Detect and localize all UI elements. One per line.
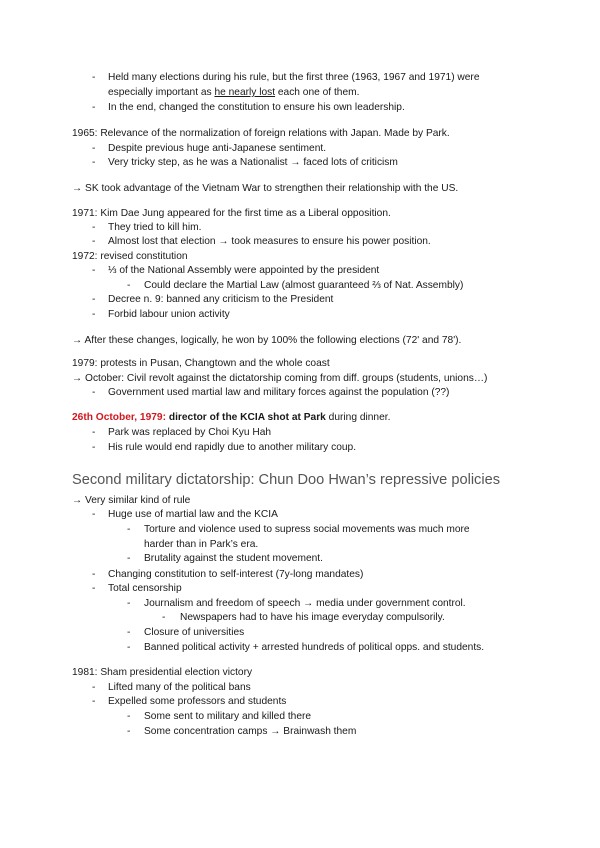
list-item: Expelled some professors and students xyxy=(108,696,287,707)
bullet-marker xyxy=(92,293,95,306)
text-run: especially important as xyxy=(108,87,215,98)
bullet-marker xyxy=(92,156,95,169)
bullet-marker xyxy=(127,641,130,654)
bullet-marker xyxy=(92,71,95,84)
list-item-continuation xyxy=(108,86,359,99)
date-colon: : xyxy=(162,412,167,423)
paragraph: 1971: Kim Dae Jung appeared for the first time as a Liberal opposition. xyxy=(72,208,391,219)
sub-list-item: Closure of universities xyxy=(144,627,245,638)
list-item: Government used martial law and military forces against the population (??) xyxy=(108,387,450,398)
sub-list-item: Some concentration camps → Brainwash them xyxy=(144,726,357,737)
paragraph: 1979: protests in Pusan, Changtown and the whole coast xyxy=(72,358,330,369)
bullet-marker xyxy=(92,386,95,399)
bullet-marker xyxy=(127,626,130,639)
paragraph: 1981: Sham presidential election victory xyxy=(72,667,253,678)
bullet-marker xyxy=(92,235,95,248)
list-item: Almost lost that election → took measures to ensure his power position. xyxy=(108,236,431,247)
paragraph: → Very similar kind of rule xyxy=(72,495,191,506)
bullet-marker xyxy=(127,710,130,723)
bullet-marker xyxy=(127,725,130,738)
list-item: His rule would end rapidly due to another military coup. xyxy=(108,442,357,453)
sub-list-item: Journalism and freedom of speech → media under government control. xyxy=(144,598,466,609)
list-item: Changing constitution to self-interest (7y-long mandates) xyxy=(108,569,364,580)
bullet-marker xyxy=(127,597,130,610)
bullet-marker xyxy=(92,441,95,454)
sub-list-item: Brutality against the student movement. xyxy=(144,553,323,564)
highlighted-date: 26th October, 1979 xyxy=(72,412,163,423)
bullet-marker xyxy=(92,426,95,439)
paragraph: 1965: Relevance of the normalization of foreign relations with Japan. Made by Park. xyxy=(72,128,450,139)
underlined-text: he nearly lost xyxy=(214,87,276,98)
list-item: Park was replaced by Choi Kyu Hah xyxy=(108,427,272,438)
paragraph: → After these changes, logically, he won by 100% the following elections (72' and 78'). xyxy=(72,335,462,346)
list-item: Huge use of martial law and the KCIA xyxy=(108,509,278,520)
list-item: Forbid labour union activity xyxy=(108,309,230,320)
bullet-marker xyxy=(92,221,95,234)
bold-text: director of the KCIA shot at Park xyxy=(166,412,326,423)
paragraph xyxy=(72,411,390,424)
sub-list-item: Torture and violence used to supress social movements was much more xyxy=(144,524,470,535)
bullet-marker xyxy=(92,101,95,114)
text-run: during dinner. xyxy=(325,412,391,423)
bullet-marker xyxy=(92,264,95,277)
list-item: Lifted many of the political bans xyxy=(108,682,251,693)
bullet-marker xyxy=(92,681,95,694)
bullet-marker xyxy=(162,611,165,624)
bullet-marker xyxy=(92,582,95,595)
paragraph: → October: Civil revolt against the dictatorship coming from diff. groups (students, unions…) xyxy=(72,373,488,384)
list-item: Despite previous huge anti-Japanese sentiment. xyxy=(108,143,327,154)
sub-list-item: Some sent to military and killed there xyxy=(144,711,312,722)
bullet-marker xyxy=(92,142,95,155)
list-item: In the end, changed the constitution to ensure his own leadership. xyxy=(108,102,405,113)
list-item: ⅓ of the National Assembly were appointed by the president xyxy=(108,265,380,276)
sub-list-item: Banned political activity + arrested hundreds of political opps. and students. xyxy=(144,642,485,653)
bullet-marker xyxy=(127,552,130,565)
bullet-marker xyxy=(127,279,130,292)
list-item: They tried to kill him. xyxy=(108,222,202,233)
bullet-marker xyxy=(92,568,95,581)
list-item: Total censorship xyxy=(108,583,182,594)
list-item: Decree n. 9: banned any criticism to the President xyxy=(108,294,334,305)
bullet-marker xyxy=(127,523,130,536)
bullet-marker xyxy=(92,695,95,708)
bullet-marker xyxy=(92,308,95,321)
sub-sub-list-item: Newspapers had to have his image everyday compulsorily. xyxy=(180,612,445,623)
list-item: Held many elections during his rule, but the first three (1963, 1967 and 1971) were xyxy=(108,72,480,83)
paragraph: → SK took advantage of the Vietnam War to strengthen their relationship with the US. xyxy=(72,183,459,194)
sub-list-item: Could declare the Martial Law (almost guaranteed ⅔ of Nat. Assembly) xyxy=(144,280,464,291)
list-item: Very tricky step, as he was a Nationalist → faced lots of criticism xyxy=(108,157,398,168)
section-heading: Second military dictatorship: Chun Doo Hwan’s repressive policies xyxy=(72,472,501,488)
bullet-marker xyxy=(92,508,95,521)
sub-list-item-continuation: harder than in Park’s era. xyxy=(144,539,259,550)
paragraph: 1972: revised constitution xyxy=(72,251,188,262)
text-run: each one of them. xyxy=(275,87,360,98)
